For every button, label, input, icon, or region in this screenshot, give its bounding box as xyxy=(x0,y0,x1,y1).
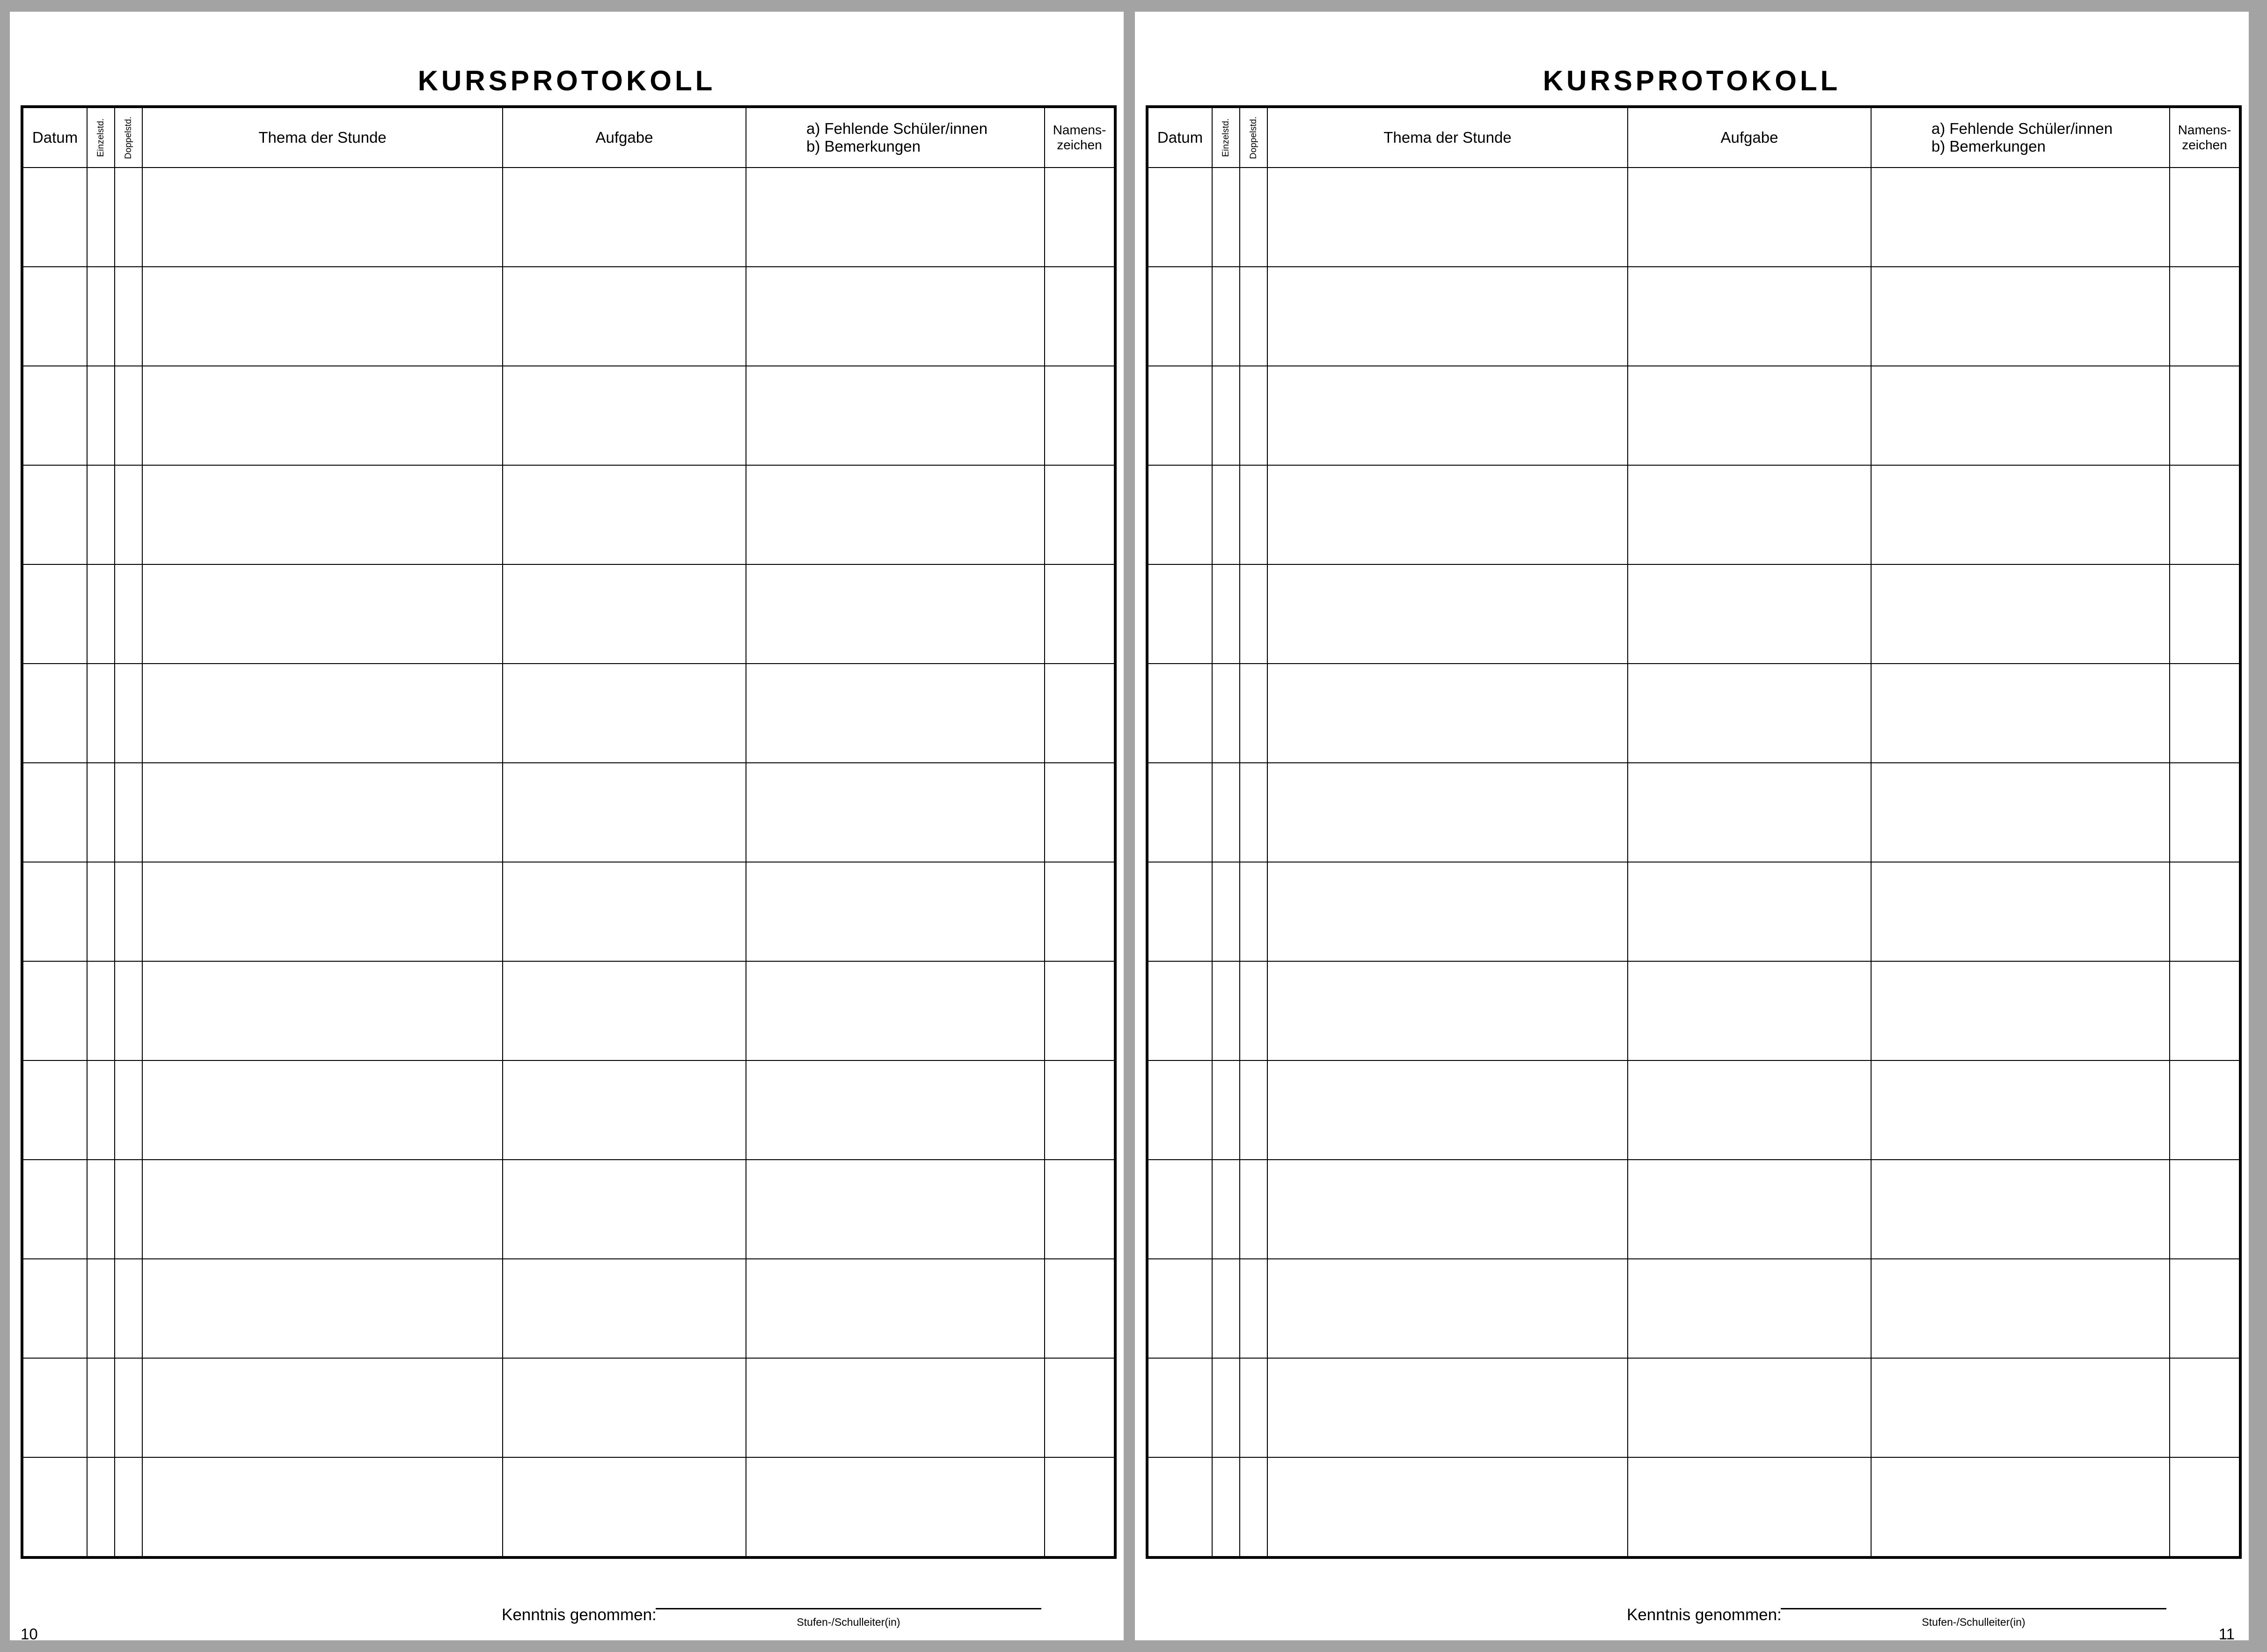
datum-cell[interactable] xyxy=(1147,1060,1212,1160)
header-namenszeichen-line1: Namens- xyxy=(1053,122,1106,137)
einzelstd-cell[interactable] xyxy=(1212,1259,1240,1358)
header-doppelstd-label: Doppelstd. xyxy=(1248,116,1258,159)
datum-cell[interactable] xyxy=(1147,267,1212,366)
aufgabe-cell[interactable] xyxy=(503,1457,746,1557)
einzelstd-cell[interactable] xyxy=(87,564,115,664)
kenntnis-label: Kenntnis genommen: xyxy=(502,1606,657,1624)
table-row xyxy=(22,1060,1115,1160)
header-bemerkungen-a: a) Fehlende Schüler/innen xyxy=(806,120,988,138)
thema-cell[interactable] xyxy=(1267,465,1628,564)
aufgabe-cell[interactable] xyxy=(1628,1358,1871,1457)
datum-cell[interactable] xyxy=(22,267,87,366)
bemerkungen-cell[interactable] xyxy=(1871,168,2170,267)
thema-cell[interactable] xyxy=(1267,1358,1628,1457)
datum-cell[interactable] xyxy=(22,763,87,862)
namenszeichen-cell[interactable] xyxy=(1045,366,1115,465)
thema-cell[interactable] xyxy=(142,1358,503,1457)
aufgabe-cell[interactable] xyxy=(1628,564,1871,664)
page-title: KURSPROTOKOLL xyxy=(417,65,716,96)
table-row xyxy=(1147,564,2240,664)
bemerkungen-cell[interactable] xyxy=(1871,366,2170,465)
header-bemerkungen-b: b) Bemerkungen xyxy=(1931,138,2046,155)
doppelstd-cell[interactable] xyxy=(1240,1160,1267,1259)
doppelstd-cell[interactable] xyxy=(115,564,142,664)
bemerkungen-cell[interactable] xyxy=(1871,1358,2170,1457)
namenszeichen-cell[interactable] xyxy=(1045,168,1115,267)
aufgabe-cell[interactable] xyxy=(1628,1457,1871,1557)
table-row xyxy=(22,366,1115,465)
table-row xyxy=(1147,664,2240,763)
einzelstd-cell[interactable] xyxy=(1212,465,1240,564)
einzelstd-cell[interactable] xyxy=(1212,1160,1240,1259)
datum-cell[interactable] xyxy=(1147,664,1212,763)
table-row xyxy=(22,1259,1115,1358)
bemerkungen-cell[interactable] xyxy=(1871,267,2170,366)
doppelstd-cell[interactable] xyxy=(115,465,142,564)
bemerkungen-cell[interactable] xyxy=(1871,664,2170,763)
bemerkungen-cell[interactable] xyxy=(746,763,1045,862)
datum-cell[interactable] xyxy=(22,1358,87,1457)
einzelstd-cell[interactable] xyxy=(1212,1358,1240,1457)
aufgabe-cell[interactable] xyxy=(1628,961,1871,1060)
namenszeichen-cell[interactable] xyxy=(1045,1060,1115,1160)
aufgabe-cell[interactable] xyxy=(503,1160,746,1259)
header-doppelstd-label: Doppelstd. xyxy=(123,116,133,159)
namenszeichen-cell[interactable] xyxy=(1045,862,1115,961)
doppelstd-cell[interactable] xyxy=(1240,763,1267,862)
doppelstd-cell[interactable] xyxy=(115,168,142,267)
aufgabe-cell[interactable] xyxy=(503,1259,746,1358)
table-row xyxy=(1147,1160,2240,1259)
thema-cell[interactable] xyxy=(1267,564,1628,664)
thema-cell[interactable] xyxy=(142,366,503,465)
namenszeichen-cell[interactable] xyxy=(2170,168,2240,267)
signature-line xyxy=(1781,1608,2166,1609)
protocol-table xyxy=(21,105,1117,1559)
einzelstd-cell[interactable] xyxy=(87,961,115,1060)
datum-cell[interactable] xyxy=(1147,564,1212,664)
table-row xyxy=(22,564,1115,664)
thema-cell[interactable] xyxy=(142,763,503,862)
datum-cell[interactable] xyxy=(1147,366,1212,465)
table-row xyxy=(1147,1358,2240,1457)
namenszeichen-cell[interactable] xyxy=(2170,1160,2240,1259)
datum-cell[interactable] xyxy=(1147,1259,1212,1358)
bemerkungen-cell[interactable] xyxy=(746,465,1045,564)
einzelstd-cell[interactable] xyxy=(87,267,115,366)
signature-caption: Stufen-/Schulleiter(in) xyxy=(1922,1616,2026,1628)
aufgabe-cell[interactable] xyxy=(503,168,746,267)
table-row xyxy=(22,267,1115,366)
doppelstd-cell[interactable] xyxy=(1240,1358,1267,1457)
aufgabe-cell[interactable] xyxy=(1628,1259,1871,1358)
doppelstd-cell[interactable] xyxy=(115,664,142,763)
namenszeichen-cell[interactable] xyxy=(2170,1457,2240,1557)
table-row xyxy=(1147,961,2240,1060)
doppelstd-cell[interactable] xyxy=(115,1457,142,1557)
doppelstd-cell[interactable] xyxy=(115,763,142,862)
datum-cell[interactable] xyxy=(1147,862,1212,961)
namenszeichen-cell[interactable] xyxy=(1045,664,1115,763)
datum-cell[interactable] xyxy=(1147,763,1212,862)
page-left xyxy=(10,12,1124,1643)
aufgabe-cell[interactable] xyxy=(1628,267,1871,366)
table-row xyxy=(22,1457,1115,1557)
datum-cell[interactable] xyxy=(22,465,87,564)
doppelstd-cell[interactable] xyxy=(115,1259,142,1358)
namenszeichen-cell[interactable] xyxy=(2170,1358,2240,1457)
header-namenszeichen-line2: zeichen xyxy=(2182,138,2227,152)
doppelstd-cell[interactable] xyxy=(115,267,142,366)
doppelstd-cell[interactable] xyxy=(1240,1259,1267,1358)
signature-caption: Stufen-/Schulleiter(in) xyxy=(797,1616,900,1628)
thema-cell[interactable] xyxy=(142,862,503,961)
aufgabe-cell[interactable] xyxy=(1628,664,1871,763)
einzelstd-cell[interactable] xyxy=(1212,664,1240,763)
protocol-table xyxy=(1146,105,2242,1559)
bemerkungen-cell[interactable] xyxy=(1871,1060,2170,1160)
bemerkungen-cell[interactable] xyxy=(746,862,1045,961)
namenszeichen-cell[interactable] xyxy=(1045,267,1115,366)
thema-cell[interactable] xyxy=(142,961,503,1060)
aufgabe-cell[interactable] xyxy=(1628,763,1871,862)
thema-cell[interactable] xyxy=(1267,862,1628,961)
bemerkungen-cell[interactable] xyxy=(1871,1457,2170,1557)
namenszeichen-cell[interactable] xyxy=(2170,862,2240,961)
aufgabe-cell[interactable] xyxy=(1628,465,1871,564)
aufgabe-cell[interactable] xyxy=(1628,168,1871,267)
header-bemerkungen xyxy=(1871,107,2170,168)
bemerkungen-cell[interactable] xyxy=(1871,763,2170,862)
page-title: KURSPROTOKOLL xyxy=(1543,65,1841,96)
datum-cell[interactable] xyxy=(22,862,87,961)
header-einzelstd-label: Einzelstd. xyxy=(95,118,106,157)
header-bemerkungen xyxy=(746,107,1045,168)
einzelstd-cell[interactable] xyxy=(1212,168,1240,267)
doppelstd-cell[interactable] xyxy=(1240,168,1267,267)
table-row xyxy=(22,1358,1115,1457)
einzelstd-cell[interactable] xyxy=(87,465,115,564)
thema-cell[interactable] xyxy=(1267,1259,1628,1358)
doppelstd-cell[interactable] xyxy=(115,862,142,961)
table-header-row xyxy=(22,107,1115,168)
table-row xyxy=(22,763,1115,862)
bemerkungen-cell[interactable] xyxy=(1871,1259,2170,1358)
bemerkungen-cell[interactable] xyxy=(1871,862,2170,961)
einzelstd-cell[interactable] xyxy=(87,366,115,465)
doppelstd-cell[interactable] xyxy=(115,1060,142,1160)
doppelstd-cell[interactable] xyxy=(115,1358,142,1457)
aufgabe-cell[interactable] xyxy=(1628,366,1871,465)
table-row xyxy=(1147,267,2240,366)
namenszeichen-cell[interactable] xyxy=(1045,564,1115,664)
aufgabe-cell[interactable] xyxy=(1628,1160,1871,1259)
doppelstd-cell[interactable] xyxy=(115,961,142,1060)
einzelstd-cell[interactable] xyxy=(87,1358,115,1457)
doppelstd-cell[interactable] xyxy=(1240,664,1267,763)
aufgabe-cell[interactable] xyxy=(503,366,746,465)
datum-cell[interactable] xyxy=(1147,1358,1212,1457)
header-bemerkungen-b: b) Bemerkungen xyxy=(806,138,921,155)
doppelstd-cell[interactable] xyxy=(115,366,142,465)
einzelstd-cell[interactable] xyxy=(87,1160,115,1259)
header-aufgabe: Aufgabe xyxy=(503,107,746,168)
aufgabe-cell[interactable] xyxy=(503,763,746,862)
bemerkungen-cell[interactable] xyxy=(746,168,1045,267)
namenszeichen-cell[interactable] xyxy=(1045,1259,1115,1358)
page-number: 11 xyxy=(2218,1625,2235,1643)
namenszeichen-cell[interactable] xyxy=(2170,664,2240,763)
table-row xyxy=(1147,168,2240,267)
aufgabe-cell[interactable] xyxy=(1628,1060,1871,1160)
einzelstd-cell[interactable] xyxy=(1212,961,1240,1060)
bemerkungen-cell[interactable] xyxy=(746,664,1045,763)
datum-cell[interactable] xyxy=(22,1060,87,1160)
bemerkungen-cell[interactable] xyxy=(746,267,1045,366)
aufgabe-cell[interactable] xyxy=(503,664,746,763)
datum-cell[interactable] xyxy=(22,1160,87,1259)
datum-cell[interactable] xyxy=(22,961,87,1060)
thema-cell[interactable] xyxy=(142,1160,503,1259)
table-row xyxy=(1147,862,2240,961)
datum-cell[interactable] xyxy=(1147,168,1212,267)
signature-line xyxy=(656,1608,1041,1609)
bemerkungen-cell[interactable] xyxy=(746,1457,1045,1557)
einzelstd-cell[interactable] xyxy=(1212,763,1240,862)
doppelstd-cell[interactable] xyxy=(1240,1457,1267,1557)
namenszeichen-cell[interactable] xyxy=(2170,267,2240,366)
einzelstd-cell[interactable] xyxy=(1212,1060,1240,1160)
table-row xyxy=(22,465,1115,564)
bemerkungen-cell[interactable] xyxy=(1871,465,2170,564)
datum-cell[interactable] xyxy=(1147,961,1212,1060)
einzelstd-cell[interactable] xyxy=(87,763,115,862)
header-namenszeichen-line1: Namens- xyxy=(2178,122,2231,137)
page-number: 10 xyxy=(21,1625,38,1643)
einzelstd-cell[interactable] xyxy=(1212,1457,1240,1557)
bemerkungen-cell[interactable] xyxy=(746,1259,1045,1358)
namenszeichen-cell[interactable] xyxy=(2170,1060,2240,1160)
thema-cell[interactable] xyxy=(142,664,503,763)
doppelstd-cell[interactable] xyxy=(1240,1060,1267,1160)
header-einzelstd-label: Einzelstd. xyxy=(1221,118,1231,157)
namenszeichen-cell[interactable] xyxy=(2170,564,2240,664)
bemerkungen-cell[interactable] xyxy=(1871,564,2170,664)
aufgabe-cell[interactable] xyxy=(503,1060,746,1160)
aufgabe-cell[interactable] xyxy=(503,267,746,366)
einzelstd-cell[interactable] xyxy=(1212,564,1240,664)
datum-cell[interactable] xyxy=(22,564,87,664)
thema-cell[interactable] xyxy=(142,267,503,366)
namenszeichen-cell[interactable] xyxy=(2170,366,2240,465)
namenszeichen-cell[interactable] xyxy=(2170,1259,2240,1358)
aufgabe-cell[interactable] xyxy=(503,564,746,664)
einzelstd-cell[interactable] xyxy=(87,862,115,961)
table-row xyxy=(1147,465,2240,564)
einzelstd-cell[interactable] xyxy=(87,664,115,763)
thema-cell[interactable] xyxy=(1267,267,1628,366)
thema-cell[interactable] xyxy=(142,465,503,564)
header-thema: Thema der Stunde xyxy=(142,107,503,168)
thema-cell[interactable] xyxy=(1267,168,1628,267)
table-row xyxy=(1147,366,2240,465)
table-row xyxy=(1147,1060,2240,1160)
thema-cell[interactable] xyxy=(142,1060,503,1160)
aufgabe-cell[interactable] xyxy=(503,465,746,564)
einzelstd-cell[interactable] xyxy=(1212,267,1240,366)
page-right xyxy=(1135,12,2249,1643)
table-row xyxy=(1147,1457,2240,1557)
bemerkungen-cell[interactable] xyxy=(1871,961,2170,1060)
table-row xyxy=(22,862,1115,961)
einzelstd-cell[interactable] xyxy=(87,1457,115,1557)
table-row xyxy=(1147,1259,2240,1358)
header-aufgabe: Aufgabe xyxy=(1628,107,1871,168)
doppelstd-cell[interactable] xyxy=(1240,961,1267,1060)
datum-cell[interactable] xyxy=(22,1259,87,1358)
thema-cell[interactable] xyxy=(142,564,503,664)
kenntnis-label: Kenntnis genommen: xyxy=(1627,1606,1782,1624)
namenszeichen-cell[interactable] xyxy=(1045,763,1115,862)
thema-cell[interactable] xyxy=(142,168,503,267)
table-header-row xyxy=(1147,107,2240,168)
einzelstd-cell[interactable] xyxy=(87,1060,115,1160)
bemerkungen-cell[interactable] xyxy=(746,1060,1045,1160)
header-namenszeichen xyxy=(2170,107,2240,168)
thema-cell[interactable] xyxy=(1267,961,1628,1060)
namenszeichen-cell[interactable] xyxy=(2170,465,2240,564)
header-namenszeichen-line2: zeichen xyxy=(1057,138,1102,152)
table-row xyxy=(22,961,1115,1060)
doppelstd-cell[interactable] xyxy=(1240,564,1267,664)
table-row xyxy=(22,168,1115,267)
aufgabe-cell[interactable] xyxy=(503,961,746,1060)
namenszeichen-cell[interactable] xyxy=(1045,1358,1115,1457)
datum-cell[interactable] xyxy=(22,1457,87,1557)
table-row xyxy=(22,664,1115,763)
bemerkungen-cell[interactable] xyxy=(746,1358,1045,1457)
bemerkungen-cell[interactable] xyxy=(746,564,1045,664)
header-datum: Datum xyxy=(1147,107,1212,168)
header-einzelstd xyxy=(87,107,115,168)
bemerkungen-cell[interactable] xyxy=(1871,1160,2170,1259)
bemerkungen-cell[interactable] xyxy=(746,366,1045,465)
thema-cell[interactable] xyxy=(1267,1060,1628,1160)
header-doppelstd xyxy=(1240,107,1267,168)
doppelstd-cell[interactable] xyxy=(1240,366,1267,465)
namenszeichen-cell[interactable] xyxy=(1045,1457,1115,1557)
einzelstd-cell[interactable] xyxy=(87,1259,115,1358)
thema-cell[interactable] xyxy=(1267,1457,1628,1557)
thema-cell[interactable] xyxy=(1267,763,1628,862)
datum-cell[interactable] xyxy=(1147,1160,1212,1259)
thema-cell[interactable] xyxy=(1267,1160,1628,1259)
aufgabe-cell[interactable] xyxy=(503,1358,746,1457)
thema-cell[interactable] xyxy=(142,1457,503,1557)
datum-cell[interactable] xyxy=(22,664,87,763)
header-datum: Datum xyxy=(22,107,87,168)
header-namenszeichen xyxy=(1045,107,1115,168)
thema-cell[interactable] xyxy=(1267,664,1628,763)
header-thema: Thema der Stunde xyxy=(1267,107,1628,168)
einzelstd-cell[interactable] xyxy=(1212,862,1240,961)
datum-cell[interactable] xyxy=(1147,465,1212,564)
header-einzelstd xyxy=(1212,107,1240,168)
namenszeichen-cell[interactable] xyxy=(1045,961,1115,1060)
datum-cell[interactable] xyxy=(1147,1457,1212,1557)
thema-cell[interactable] xyxy=(1267,366,1628,465)
datum-cell[interactable] xyxy=(22,366,87,465)
doppelstd-cell[interactable] xyxy=(1240,465,1267,564)
table-row xyxy=(1147,763,2240,862)
datum-cell[interactable] xyxy=(22,168,87,267)
aufgabe-cell[interactable] xyxy=(1628,862,1871,961)
namenszeichen-cell[interactable] xyxy=(1045,1160,1115,1259)
header-doppelstd xyxy=(115,107,142,168)
header-bemerkungen-a: a) Fehlende Schüler/innen xyxy=(1931,120,2113,138)
bemerkungen-cell[interactable] xyxy=(746,1160,1045,1259)
table-row xyxy=(22,1160,1115,1259)
thema-cell[interactable] xyxy=(142,1259,503,1358)
doppelstd-cell[interactable] xyxy=(1240,267,1267,366)
einzelstd-cell[interactable] xyxy=(87,168,115,267)
namenszeichen-cell[interactable] xyxy=(2170,763,2240,862)
einzelstd-cell[interactable] xyxy=(1212,366,1240,465)
namenszeichen-cell[interactable] xyxy=(2170,961,2240,1060)
namenszeichen-cell[interactable] xyxy=(1045,465,1115,564)
aufgabe-cell[interactable] xyxy=(503,862,746,961)
doppelstd-cell[interactable] xyxy=(1240,862,1267,961)
doppelstd-cell[interactable] xyxy=(115,1160,142,1259)
bemerkungen-cell[interactable] xyxy=(746,961,1045,1060)
